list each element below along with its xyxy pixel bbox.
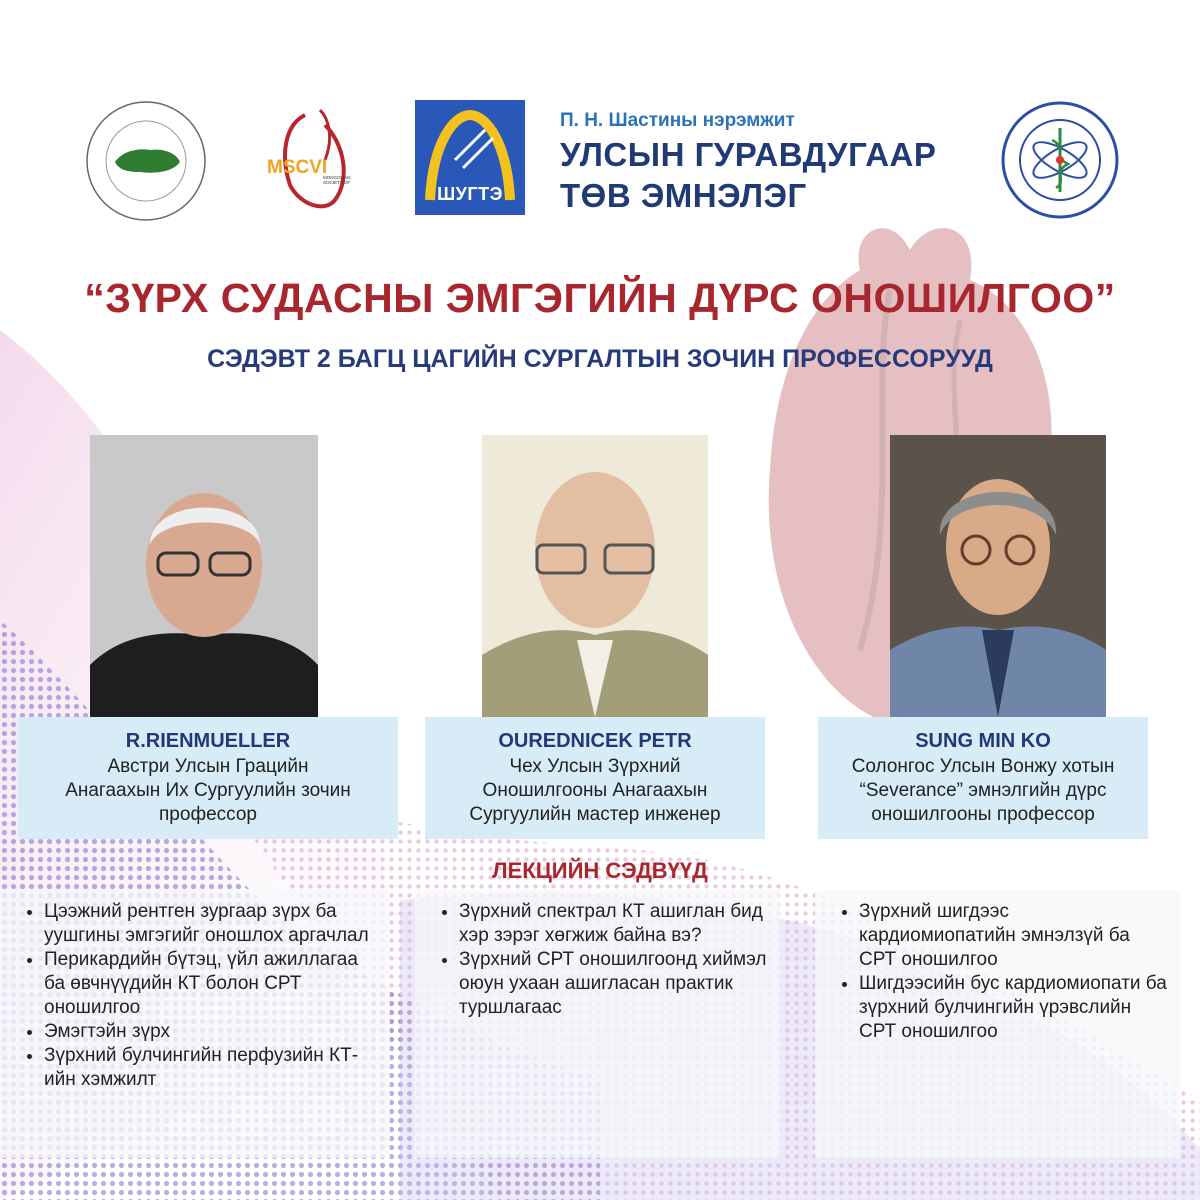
lecture-item: • Цээжний рентген зургаар зүрх ба уушгины эмгэгийг оношлох аргачлал: [44, 900, 380, 948]
lecture-box-1: [0, 890, 390, 1158]
lectures-heading: ЛЕКЦИЙН СЭДВҮҮД: [492, 858, 708, 883]
professor-card-2: [425, 717, 765, 839]
lecture-item: • Зүрхний шигдээс кардиомиопатийн эмнэлзүй ба СРТ оношилгоо: [859, 900, 1170, 972]
hospital-name-line2: ТӨВ ЭМНЭЛЭГ: [560, 177, 807, 214]
svg-text:MONGOLIAN: MONGOLIAN: [323, 175, 351, 180]
lecture-box-2: [415, 890, 780, 1158]
hospital-name-block: [560, 110, 936, 214]
hospital-name-line1: УЛСЫН ГУРАВДУГААР: [560, 136, 937, 173]
event-subtitle: СЭДЭВТ 2 БАГЦ ЦАГИЙН СУРГАЛТЫН ЗОЧИН ПРОФЕССОРУУД: [207, 345, 993, 373]
professor-desc-1-line3: профессор: [159, 804, 257, 825]
professor-desc-2-line1: Чех Улсын Зүрхний: [509, 756, 681, 777]
professor-desc-2-line2: Оношилгооны Анагаахын: [482, 780, 708, 801]
professor-photo-2: [482, 435, 708, 717]
professor-card-1: [18, 717, 398, 839]
professor-photo-1: [90, 435, 318, 717]
professor-desc-1-line1: Австри Улсын Грацийн: [107, 756, 309, 777]
lecture-list-3: [825, 900, 1170, 1044]
professor-name-3: SUNG MIN KO: [915, 730, 1051, 752]
event-title: “ЗҮРХ СУДАСНЫ ЭМГЭГИЙН ДҮРС ОНОШИЛГОО”: [84, 275, 1116, 321]
professor-desc-2-line3: Сургуулийн мастер инженер: [469, 804, 721, 825]
professor-name-1: R.RIENMUELLER: [125, 730, 291, 752]
lecture-list-2: [425, 900, 770, 1020]
university-seal-logo: [1000, 100, 1120, 220]
professor-card-3: [818, 717, 1148, 839]
lecture-item: • Зүрхний булчингийн перфузийн КТ-ийн хэмжилт: [44, 1044, 380, 1092]
svg-text:MSCVI: MSCVI: [267, 157, 328, 178]
svg-text:SOCIETY OF: SOCIETY OF: [323, 180, 351, 185]
lecture-item: • Шигдээсийн бус кардиомиопати ба зүрхний булчингийн үрэвслийн СРТ оношилгоо: [859, 972, 1170, 1044]
professor-desc-3-line2: “Severance” эмнэлгийн дүрс: [859, 780, 1107, 801]
professor-name-2: OUREDNICEK PETR: [498, 730, 692, 752]
lecture-list-1: [10, 900, 380, 1092]
lecture-item: • Перикардийн бүтэц, үйл ажиллагаа ба өвчнүүдийн КТ болон СРТ оношилгоо: [44, 948, 380, 1020]
shugte-logo: [415, 100, 525, 215]
hospital-subtitle: П. Н. Шастины нэрэмжит: [560, 110, 795, 131]
lecture-item: • Зүрхний СРТ оношилгоонд хиймэл оюун ухаан ашигласан практик туршлагаас: [459, 948, 770, 1020]
professor-photo-3: [890, 435, 1106, 717]
purev-foundation-logo: [85, 100, 207, 222]
professor-desc-1-line2: Анагаахын Их Сургуулийн зочин: [65, 780, 351, 801]
professor-desc-3-line1: Солонгос Улсын Вонжу хотын: [851, 756, 1115, 777]
professor-desc-3-line3: оношилгооны профессор: [871, 804, 1095, 825]
mscvi-logo: [265, 105, 365, 217]
lecture-item: • Эмэгтэйн зүрх: [44, 1020, 380, 1044]
lecture-box-3: [815, 890, 1180, 1158]
shugte-label: ШУГТЭ: [437, 184, 503, 204]
lecture-item: • Зүрхний спектрал КТ ашиглан бид хэр зэрэг хөгжиж байна вэ?: [459, 900, 770, 948]
